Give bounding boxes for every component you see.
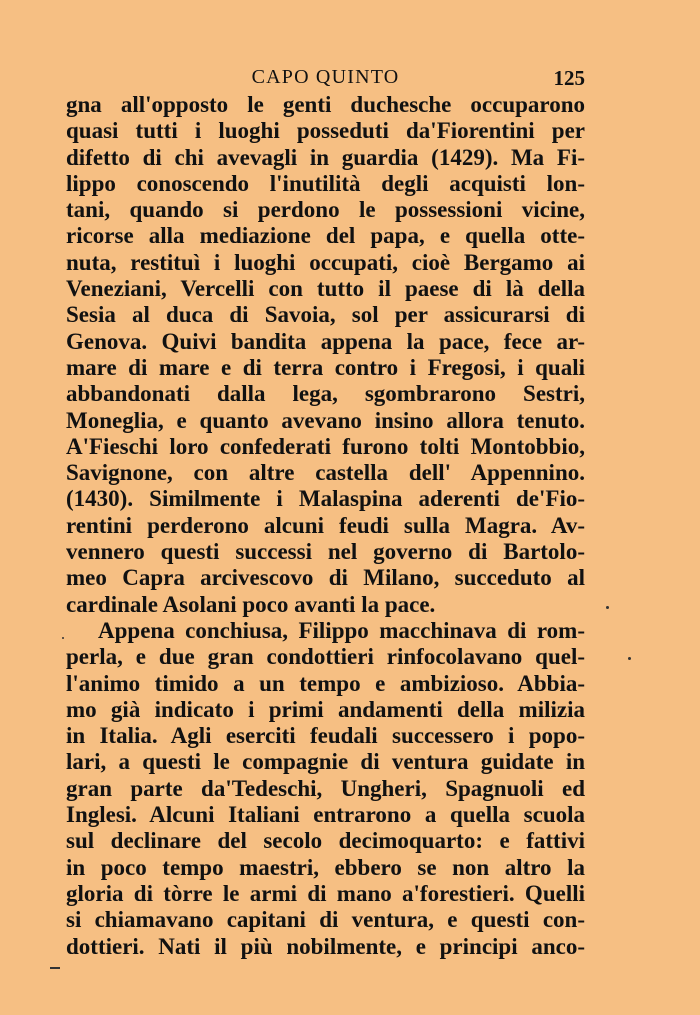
text-line: meo Capra arcivescovo di Milano, succeduto al xyxy=(66,565,585,591)
text-line: dottieri. Nati il più nobilmente, e principi anco- xyxy=(66,933,585,959)
ink-speck xyxy=(62,637,64,639)
text-line: gloria di tòrre le armi di mano a'forestieri. Quelli xyxy=(66,880,585,906)
text-line: gran parte da'Tedeschi, Ungheri, Spagnuoli ed xyxy=(66,775,585,801)
body-text xyxy=(66,92,585,960)
page-number: 125 xyxy=(553,66,585,90)
text-line: Veneziani, Vercelli con tutto il paese di là della xyxy=(66,276,585,302)
running-head xyxy=(66,66,585,92)
text-line: si chiamavano capitani di ventura, e questi con- xyxy=(66,907,585,933)
text-line: perla, e due gran condottieri rinfocolavano quel- xyxy=(66,644,585,670)
margin-mark xyxy=(50,967,60,969)
paragraph-start-line: Appena conchiusa, Filippo macchinava di rom- xyxy=(98,617,585,643)
text-line: lari, a questi le compagnie di ventura guidate in xyxy=(66,749,585,775)
text-line: Sesia al duca di Savoia, sol per assicurarsi di xyxy=(66,302,585,328)
text-line: ricorse alla mediazione del papa, e quella otte- xyxy=(66,223,585,249)
text-line: Savignone, con altre castella dell' Appennino. xyxy=(66,460,585,486)
text-line: mare di mare e di terra contro i Fregosi, i quali xyxy=(66,354,585,380)
text-line: lippo conoscendo l'inutilità degli acquisti lon- xyxy=(66,170,585,196)
text-line: in Italia. Agli eserciti feudali successero i popo- xyxy=(66,723,585,749)
text-line: in poco tempo maestri, ebbero se non altro la xyxy=(66,854,585,880)
text-line: l'animo timido a un tempo e ambizioso. Abbia- xyxy=(66,670,585,696)
text-line: vennero questi successi nel governo di Bartolo- xyxy=(66,539,585,565)
text-line: nuta, restituì i luoghi occupati, cioè Bergamo ai xyxy=(66,249,585,275)
text-line: tani, quando si perdono le possessioni vicine, xyxy=(66,197,585,223)
chapter-title: CAPO QUINTO xyxy=(251,66,400,88)
ink-speck xyxy=(606,606,609,609)
text-line: difetto di chi avevagli in guardia (1429). Ma Fi- xyxy=(66,144,585,170)
text-line: abbandonati dalla lega, sgombrarono Sestri, xyxy=(66,381,585,407)
text-line: quasi tutti i luoghi posseduti da'Fiorentini per xyxy=(66,118,585,144)
text-line: A'Fieschi loro confederati furono tolti Montobbio, xyxy=(66,433,585,459)
text-line: Inglesi. Alcuni Italiani entrarono a quella scuola xyxy=(66,802,585,828)
paragraph-end-line: cardinale Asolani poco avanti la pace. xyxy=(66,591,436,617)
text-line: sul declinare del secolo decimoquarto: e fattivi xyxy=(66,828,585,854)
text-line: Genova. Quivi bandita appena la pace, fece ar- xyxy=(66,328,585,354)
text-line: (1430). Similmente i Malaspina aderenti de'Fio- xyxy=(66,486,585,512)
text-line: Moneglia, e quanto avevano insino allora tenuto. xyxy=(66,407,585,433)
ink-speck xyxy=(628,657,631,660)
text-line: mo già indicato i primi andamenti della milizia xyxy=(66,696,585,722)
text-line: gna all'opposto le genti duchesche occuparono xyxy=(66,92,585,117)
text-line: rentini perderono alcuni feudi sulla Magra. Av- xyxy=(66,512,585,538)
